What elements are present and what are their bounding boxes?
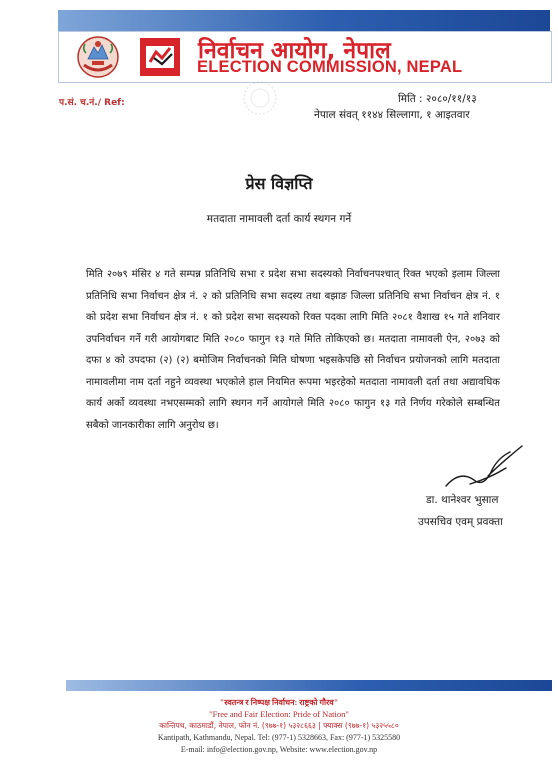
reference-number-label: प.सं. च.नं./ Ref: — [59, 98, 125, 108]
commission-name-english: ELECTION COMMISSION, NEPAL — [197, 58, 463, 76]
footer-address-nepali: कान्तिपथ, काठमाडौं, नेपाल, फोन नं. (९७७-१) ५३२८६६३ | फ्याक्स (९७७-१) ५३२५५८० — [159, 721, 399, 730]
press-release-body: मिति २०७९ मंसिर ४ गते सम्पन्न प्रतिनिधि सभा र प्रदेश सभा सदस्यको निर्वाचनपश्चात् रिक्त भएको इलाम जिल्ला प्रतिनिधि सभा निर्वाचन क्षेत्र नं. २ को प्रतिनिधि सभा सदस्य तथा बझाङ जिल्ला प्रतिनिधि सभा निर्वाचन क्षेत्र नं. १ को प्रदेश सभा निर्वाचन क्षेत्र नं. १ को प्रदेश सभा सदस्यको रिक्त पदका लागि मिति २०८१ वैशाख १५ गते शनिवार उपनिर्वाचन गर्ने गरी आयोगबाट मिति २०८० फागुन १३ गते मिति तोकिएको छ। मतदाता नामावली ऐन, २०७३ को दफा ४ को उपदफा (२) (२) बमोजिम निर्वाचनको मिति घोषणा भइसकेपछि सो निर्वाचन प्रयोजनको लागि मतदाता नामावलीमा नाम दर्ता नहुने व्यवस्था भएकोले हाल नियमित रूपमा भइरहेको मतदाता नामावली दर्ता तथा अद्यावधिक कार्य अर्को व्यवस्था नभएसम्मको लागि स्थगन गर्ने आयोगले मिति २०८० फागुन १३ गते निर्णय गरेकोले सम्बन्धित सबैको जानकारीका लागि अनुरोध छ। — [86, 269, 500, 431]
document-heading: प्रेस विज्ञप्ति — [245, 174, 313, 193]
commission-name-nepali: निर्वाचन आयोग, नेपाल — [198, 38, 391, 64]
footer-contact: E-mail: info@election.gov.np, Website: www.election.gov.np — [180, 745, 378, 754]
footer-slogan-english: "Free and Fair Election: Pride of Nation" — [209, 709, 349, 719]
signer-name: डा. थानेश्वर भुसाल — [426, 494, 499, 506]
nepal-emblem-icon — [76, 35, 120, 79]
election-commission-logo-icon — [140, 38, 180, 76]
document-subject: मतदाता नामावली दर्ता कार्य स्थगन गर्ने — [206, 213, 352, 225]
date-gregorian-bs: मिति : २०८०/११/१३ — [398, 93, 477, 105]
signer-title: उपसचिव एवम् प्रवक्ता — [418, 516, 503, 528]
date-nepal-sambat: नेपाल संवत् ११४४ सिल्लागा, १ आइतवार — [314, 109, 470, 121]
handwritten-signature — [440, 440, 528, 492]
footer-band — [66, 680, 552, 691]
letterhead-band — [58, 10, 550, 32]
footer-slogan-nepali: "स्वतन्त्र र निष्पक्ष निर्वाचन: राष्ट्रको गौरव" — [219, 698, 339, 707]
faint-stamp-icon — [240, 78, 280, 130]
footer-address-english: Kantipath, Kathmandu, Nepal. Tel: (977-1) 5328663, Fax: (977-1) 5325580 — [157, 733, 401, 742]
